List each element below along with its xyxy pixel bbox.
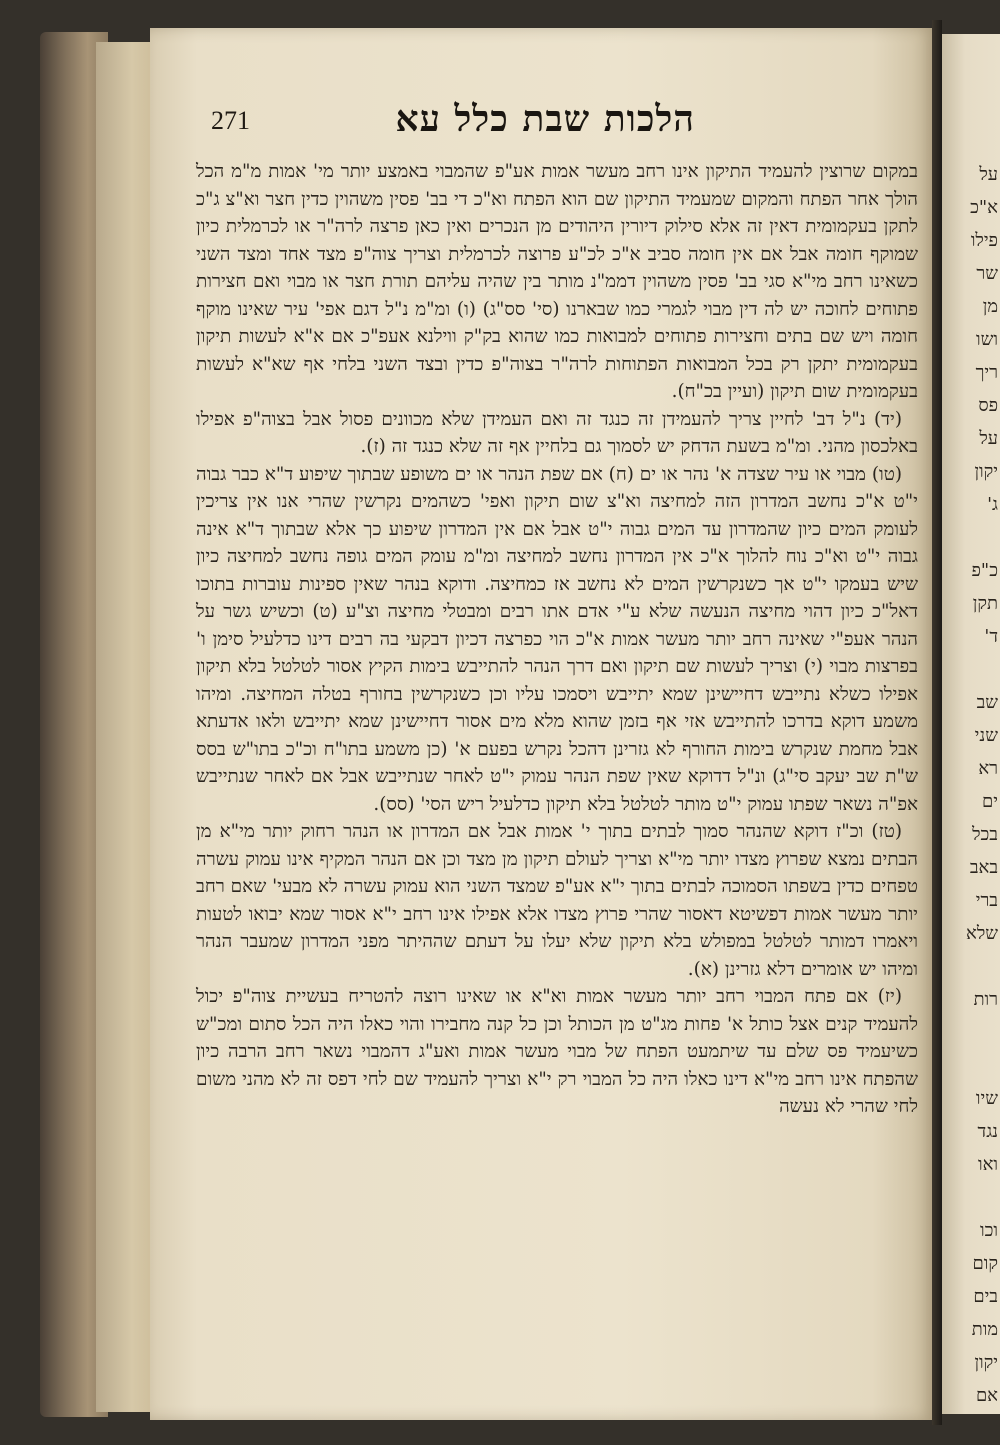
facing-page-line-fragment: מן: [982, 296, 998, 317]
facing-page-line-fragment: ד': [984, 626, 998, 647]
facing-page-line-fragment: ברי: [975, 890, 998, 911]
facing-page-line-fragment: וכו: [979, 1220, 998, 1241]
facing-page-line-fragment: נגד: [977, 1121, 998, 1142]
facing-page-line-fragment: תקן: [972, 593, 998, 614]
facing-page-line-fragment: [950, 1016, 998, 1049]
paragraph: (יד) נ"ל דב' לחיין צריך להעמידן זה כנגד זה ואם העמידן שלא מכוונים פסול אבל בצוה"פ אפילו באלכסון מהני. ומ"מ בשעת הדחק יש לסמוך גם בלחיין אף זה שלא כנגד זה (ז).: [196, 408, 918, 457]
facing-page-line-fragment: ואו: [977, 1154, 998, 1175]
facing-page-line-fragment: ריך: [975, 362, 998, 383]
facing-page-line-fragment: קום: [972, 1253, 998, 1274]
page-header: [195, 98, 695, 150]
page-stack-edge: [96, 42, 156, 1412]
facing-page-line-fragment: ים: [982, 791, 998, 812]
facing-page-line-fragment: בים: [973, 1286, 998, 1307]
facing-page-line-fragment: כ"פ: [971, 560, 998, 581]
facing-page-line-fragment: שב: [976, 692, 998, 713]
facing-page-line-fragment: [950, 1049, 998, 1082]
facing-page-line-fragment: שיו: [975, 1088, 998, 1109]
facing-page-line-fragment: ושו: [976, 329, 998, 350]
facing-page-line-fragment: בכל: [972, 824, 998, 845]
paragraph: במקום שרוצין להעמיד התיקון אינו רחב מעשר אמות אע"פ שהמבוי באמצע יותר מי' אמות מ"מ הכל הולך אחר הפתח והמקום שמעמיד התיקון שם הוא הפתח וא"כ די בב' פסין משהוין כדין חצר וא"צ ג"כ לתקן בעקמומית דאין זה אלא סילוק דיורין היהודים מן הנכרים ואין כאן פרצה לרה"ר או לכרמלית כיון שמוקף חומה אבל אם אין חומה סביב א"כ לכ"ע פרוצה לכרמלית וצריך צוה"פ מצד אחד ומצד השני כשאינו רחב מי"א סגי בב' פסין משהוין דממ"נ מותר בין שהיה עליהם תורת חצר או מבוי ואם חצירות פתוחים לחוכה יש לה דין מבוי לגמרי כמו שבארנו (סי' סס"ג) (ו) ומ"מ נ"ל דגם אפי' עיר שאינו מוקף חומה ויש שם בתים וחצירות פתוחים למבואות כמו שהוא בק"ק ווילנא אעפ"כ אם א"א לעשות תיקון בעקמומית יתקן רק בכל המבואות הפתוחות לרה"ר בצוה"פ כדין ובצד השני בלחי אף שא"א לעשות בעקמומית שום תיקון (ועיין בכ"ח).: [196, 161, 918, 402]
book-gutter: [932, 20, 942, 1425]
paragraph: (יז) אם פתח המבוי רחב יותר מעשר אמות וא"א או שאינו רוצה להטריח בעשיית צוה"פ יכול להעמיד קנים אצל כותל א' פחות מג"ט מן הכותל וכן כל קנה מחבירו והוי כאלו היה הכל סתום ומכ"ש כשיעמיד פס שלם עד שיתמעט הפתח של מבוי מעשר אמות ואע"ג דהמבוי נשאר רחב הרבה כיון שהפתח אינו רחב מי"א דינו כאלו היה כל המבוי רק י"א וצריך להעמיד שם לחי דפס זה לא מהני משום לחי שהרי לא נעשה: [196, 986, 918, 1117]
page-number: 271: [211, 106, 250, 135]
facing-page-line-fragment: [950, 950, 998, 983]
facing-page-line-fragment: יקון: [974, 1352, 998, 1373]
facing-page-line-fragment: רות: [973, 989, 998, 1010]
facing-page-line-fragment: שני: [974, 725, 998, 746]
facing-page-line-fragment: א"כ: [970, 197, 998, 218]
facing-page-line-fragment: פילו: [970, 230, 998, 251]
facing-page-text-fragments: [950, 158, 998, 1412]
paragraph: (טז) וכ"ז דוקא שהנהר סמוך לבתים בתוך י' אמות אבל אם המדרון או הנהר רחוק יותר מי"א מן הבתים נמצא שפרוץ מצדו יותר מי"א וצריך לעולם תיקון מן מצד וכן אם הנהר המקיף אינו עמוק עשרה טפחים כדין בשפתו הסמוכה לבתים בתוך י"א אע"פ שמצד השני הוא עמוק עשרה לא מבעי' שאם רחב יותר מעשר אמות דפשיטא דאסור שהרי פרוץ מצדו אלא אפילו אינו רחב י"א אסור שמא יבואו לטעות ויאמרו דמותר לטלטל במפולש בלא תיקון שלא יעלו על דעתם שההיתר מפני המדרון שמעבר הנהר ומיהו יש אומרים דלא גזרינן (א).: [196, 821, 918, 980]
main-text: [196, 158, 918, 1258]
facing-page-line-fragment: [950, 521, 998, 554]
facing-page-line-fragment: על: [979, 164, 998, 185]
running-title: הלכות שבת כלל עא: [395, 98, 695, 140]
facing-page-line-fragment: על: [979, 428, 998, 449]
facing-page-line-fragment: שלא: [966, 923, 998, 944]
facing-page-line-fragment: פס: [978, 395, 998, 416]
facing-page-line-fragment: באב: [969, 857, 998, 878]
facing-page-line-fragment: [950, 653, 998, 686]
facing-page-line-fragment: יקון: [974, 461, 998, 482]
facing-page-line-fragment: [950, 1181, 998, 1214]
facing-page-line-fragment: שר: [976, 263, 998, 284]
facing-page-line-fragment: ג': [987, 494, 998, 515]
facing-page-line-fragment: רא: [978, 758, 998, 779]
paragraph: (טו) מבוי או עיר שצדה א' נהר או ים (ח) אם שפת הנהר או ים משופע שבתוך שיפוע ד"א כבר גבוה י"ט א"כ נחשב המדרון הזה למחיצה וא"צ שום תיקון ואפי' כשהמים נקרשין שהרי אנו אין צריכין לעומק המים כיון שהמדרון עד המים גבוה י"ט אבל אם אין המדרון שיפוע כך אלא שבתוך ד"א אינה גבוה י"ט וא"כ נוח להלוך א"כ אין המדרון נחשב למחיצה ומ"מ עומק המים גופה נחשב למחיצה כיון שיש בעמקו י"ט אך כשנקרשין המים לא נחשב אז כמחיצה. ודוקא בנהר שאין ספינות עוברות בתוכו דאל"כ כיון דהוי מחיצה הנעשה שלא ע"י אדם אתו רבים ומבטלי מחיצה וצ"ע (ט) וכשיש גשר על הנהר אעפ"י שאינה רחב יותר מעשר אמות א"כ הוי כפרצה דכיון דבקעי בה רבים דינו כדלעיל סימן ו' בפרצות מבוי (י) וצריך לעשות שם תיקון ואם דרך הנהר להתייבש בימות הקיץ אסור לטלטל בלא תיקון אפילו כשלא נתייבש דחיישינן שמא יתייבש ויסמכו עליו וכן כשנקרשין בחורף בטלה המחיצה. ומיהו משמע דוקא בדרכו להתייבש אזי אף בזמן שהוא מלא מים אסור דחיישינן שמא יתייבש ולאו אדעתא אבל מחמת שנקרש בימות החורף לא גזרינן דהכל נקרש בפעם א' (כן משמע בתו"ח וכ"כ בתו"ש בסס ש"ת שב יעקב סי"ג) ונ"ל דדוקא שאין שפת הנהר עמוק י"ט לאחר שנתייבש אבל אם לאחר שנתייבש אפ"ה נשאר שפתו עמוק י"ט מותר לטלטל בלא תיקון כדלעיל ריש הסי' (סס).: [196, 463, 918, 815]
facing-page-line-fragment: אם: [975, 1385, 998, 1406]
facing-page-line-fragment: מות: [971, 1319, 998, 1340]
